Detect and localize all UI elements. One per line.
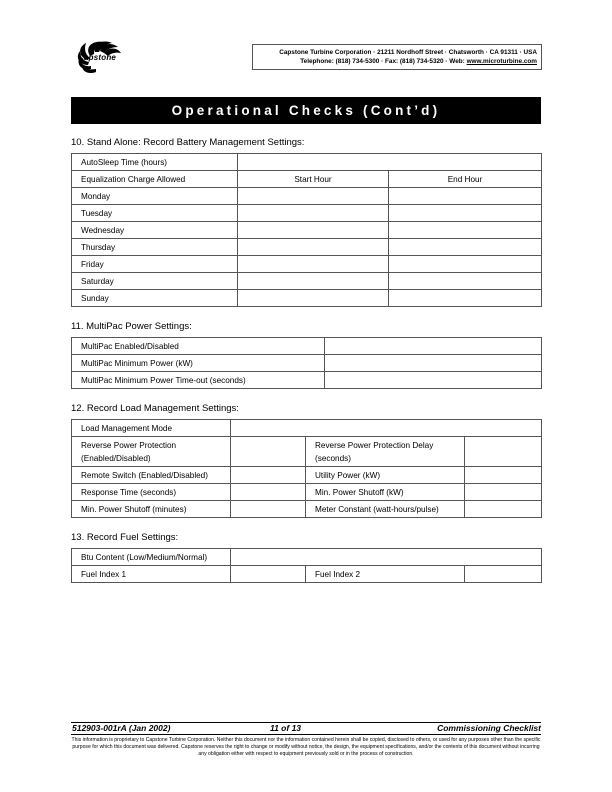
- start-hour-header: Start Hour: [238, 171, 389, 188]
- min-power-shutoff-minutes-cell[interactable]: [231, 501, 306, 518]
- day-label-saturday: Saturday: [72, 273, 238, 290]
- reverse-delay-line2: (seconds): [315, 454, 351, 463]
- footer-doc-title: Commissioning Checklist: [437, 723, 541, 733]
- contact-address: Capstone Turbine Corporation · 21211 Nordhoff Street · Chatsworth · CA 91311 · USA: [279, 49, 537, 56]
- saturday-end-cell[interactable]: [389, 273, 542, 290]
- table-row: [72, 484, 542, 501]
- page-title-banner: Operational Checks (Cont’d): [71, 97, 541, 124]
- tuesday-start-cell[interactable]: [238, 205, 389, 222]
- day-label-sunday: Sunday: [72, 290, 238, 307]
- multipac-min-power-label: MultiPac Minimum Power (kW): [72, 355, 325, 372]
- min-power-shutoff-minutes-label: Min. Power Shutoff (minutes): [72, 501, 231, 518]
- autosleep-label: AutoSleep Time (hours): [72, 154, 238, 171]
- reverse-protection-line1: Reverse Power Protection: [81, 441, 177, 450]
- table-row: [72, 501, 542, 518]
- response-time-cell[interactable]: [231, 484, 306, 501]
- day-label-monday: Monday: [72, 188, 238, 205]
- saturday-start-cell[interactable]: [238, 273, 389, 290]
- remote-switch-cell[interactable]: [231, 467, 306, 484]
- table-row: [72, 290, 542, 307]
- utility-power-label: Utility Power (kW): [306, 467, 465, 484]
- equalization-label: Equalization Charge Allowed: [72, 171, 238, 188]
- min-power-shutoff-kw-label: Min. Power Shutoff (kW): [306, 484, 465, 501]
- monday-start-cell[interactable]: [238, 188, 389, 205]
- utility-power-cell[interactable]: [465, 467, 542, 484]
- min-power-shutoff-kw-cell[interactable]: [465, 484, 542, 501]
- fuel-settings-table: [71, 548, 542, 583]
- day-label-wednesday: Wednesday: [72, 222, 238, 239]
- load-mode-cell[interactable]: [231, 420, 542, 437]
- table-row: [72, 171, 542, 188]
- battery-management-table: [71, 153, 542, 307]
- btu-content-cell[interactable]: [231, 549, 542, 566]
- wednesday-start-cell[interactable]: [238, 222, 389, 239]
- section-12-title: 12. Record Load Management Settings:: [71, 403, 239, 414]
- footer-doc-number: 512903-001rA (Jan 2002): [72, 723, 171, 733]
- monday-end-cell[interactable]: [389, 188, 542, 205]
- table-row: [72, 205, 542, 222]
- table-row: [72, 222, 542, 239]
- load-mode-label: Load Management Mode: [72, 420, 231, 437]
- fuel-index-1-label: Fuel Index 1: [72, 566, 231, 583]
- response-time-label: Response Time (seconds): [72, 484, 231, 501]
- contact-box: [252, 44, 542, 70]
- reverse-protection-cell[interactable]: [231, 437, 306, 467]
- section-13-title: 13. Record Fuel Settings:: [71, 532, 179, 543]
- table-row: [72, 154, 542, 171]
- tuesday-end-cell[interactable]: [389, 205, 542, 222]
- thursday-start-cell[interactable]: [238, 239, 389, 256]
- meter-constant-cell[interactable]: [465, 501, 542, 518]
- table-row: [72, 467, 542, 484]
- table-row: [72, 188, 542, 205]
- reverse-protection-label: [72, 437, 231, 467]
- sunday-start-cell[interactable]: [238, 290, 389, 307]
- reverse-delay-cell[interactable]: [465, 437, 542, 467]
- footer-divider-bottom: [71, 734, 541, 735]
- load-management-table: [71, 419, 542, 518]
- table-row: [72, 355, 542, 372]
- footer-disclaimer: This information is proprietary to Capstone Turbine Corporation. Neither this document nor the information contained herein shall be copied, disclosed to others, or used for any purposes other than the specific purpose for which this document was delivered. Capstone reserves the right to change or modify without notice, the design, the equipment specifications, and/or the contents of this document without incurring any obligation either with respect to equipment previously sold or in the process of construction.: [71, 737, 541, 757]
- meter-constant-label: Meter Constant (watt-hours/pulse): [306, 501, 465, 518]
- day-label-tuesday: Tuesday: [72, 205, 238, 222]
- table-row: [72, 566, 542, 583]
- contact-web-link[interactable]: www.microturbine.com: [466, 58, 537, 65]
- logo-text: Capstone: [78, 53, 117, 62]
- reverse-delay-line1: Reverse Power Protection Delay: [315, 441, 434, 450]
- sunday-end-cell[interactable]: [389, 290, 542, 307]
- reverse-protection-line2: (Enabled/Disabled): [81, 454, 151, 463]
- fuel-index-2-cell[interactable]: [465, 566, 542, 583]
- multipac-min-power-cell[interactable]: [325, 355, 542, 372]
- fuel-index-1-cell[interactable]: [231, 566, 306, 583]
- remote-switch-label: Remote Switch (Enabled/Disabled): [72, 467, 231, 484]
- table-row: [72, 372, 542, 389]
- btu-content-label: Btu Content (Low/Medium/Normal): [72, 549, 231, 566]
- table-row: [72, 420, 542, 437]
- table-row: [72, 549, 542, 566]
- table-row: [72, 239, 542, 256]
- contact-phone-fax: Telephone: (818) 734-5300 · Fax: (818) 734-5320 · Web:: [300, 58, 467, 65]
- table-row: [72, 256, 542, 273]
- table-row: [72, 273, 542, 290]
- table-row: [72, 437, 542, 467]
- wednesday-end-cell[interactable]: [389, 222, 542, 239]
- multipac-enabled-label: MultiPac Enabled/Disabled: [72, 338, 325, 355]
- day-label-thursday: Thursday: [72, 239, 238, 256]
- footer-page-number: 11 of 13: [270, 723, 302, 733]
- multipac-timeout-cell[interactable]: [325, 372, 542, 389]
- end-hour-header: End Hour: [389, 171, 542, 188]
- fuel-index-2-label: Fuel Index 2: [306, 566, 465, 583]
- table-row: [72, 338, 542, 355]
- friday-start-cell[interactable]: [238, 256, 389, 273]
- autosleep-input-cell[interactable]: [238, 154, 542, 171]
- friday-end-cell[interactable]: [389, 256, 542, 273]
- section-10-title: 10. Stand Alone: Record Battery Management Settings:: [71, 137, 305, 148]
- reverse-delay-label: [306, 437, 465, 467]
- multipac-table: [71, 337, 542, 389]
- day-label-friday: Friday: [72, 256, 238, 273]
- thursday-end-cell[interactable]: [389, 239, 542, 256]
- multipac-timeout-label: MultiPac Minimum Power Time-out (seconds): [72, 372, 325, 389]
- multipac-enabled-cell[interactable]: [325, 338, 542, 355]
- contact-phone-line: [253, 57, 537, 66]
- section-11-title: 11. MultiPac Power Settings:: [71, 321, 192, 332]
